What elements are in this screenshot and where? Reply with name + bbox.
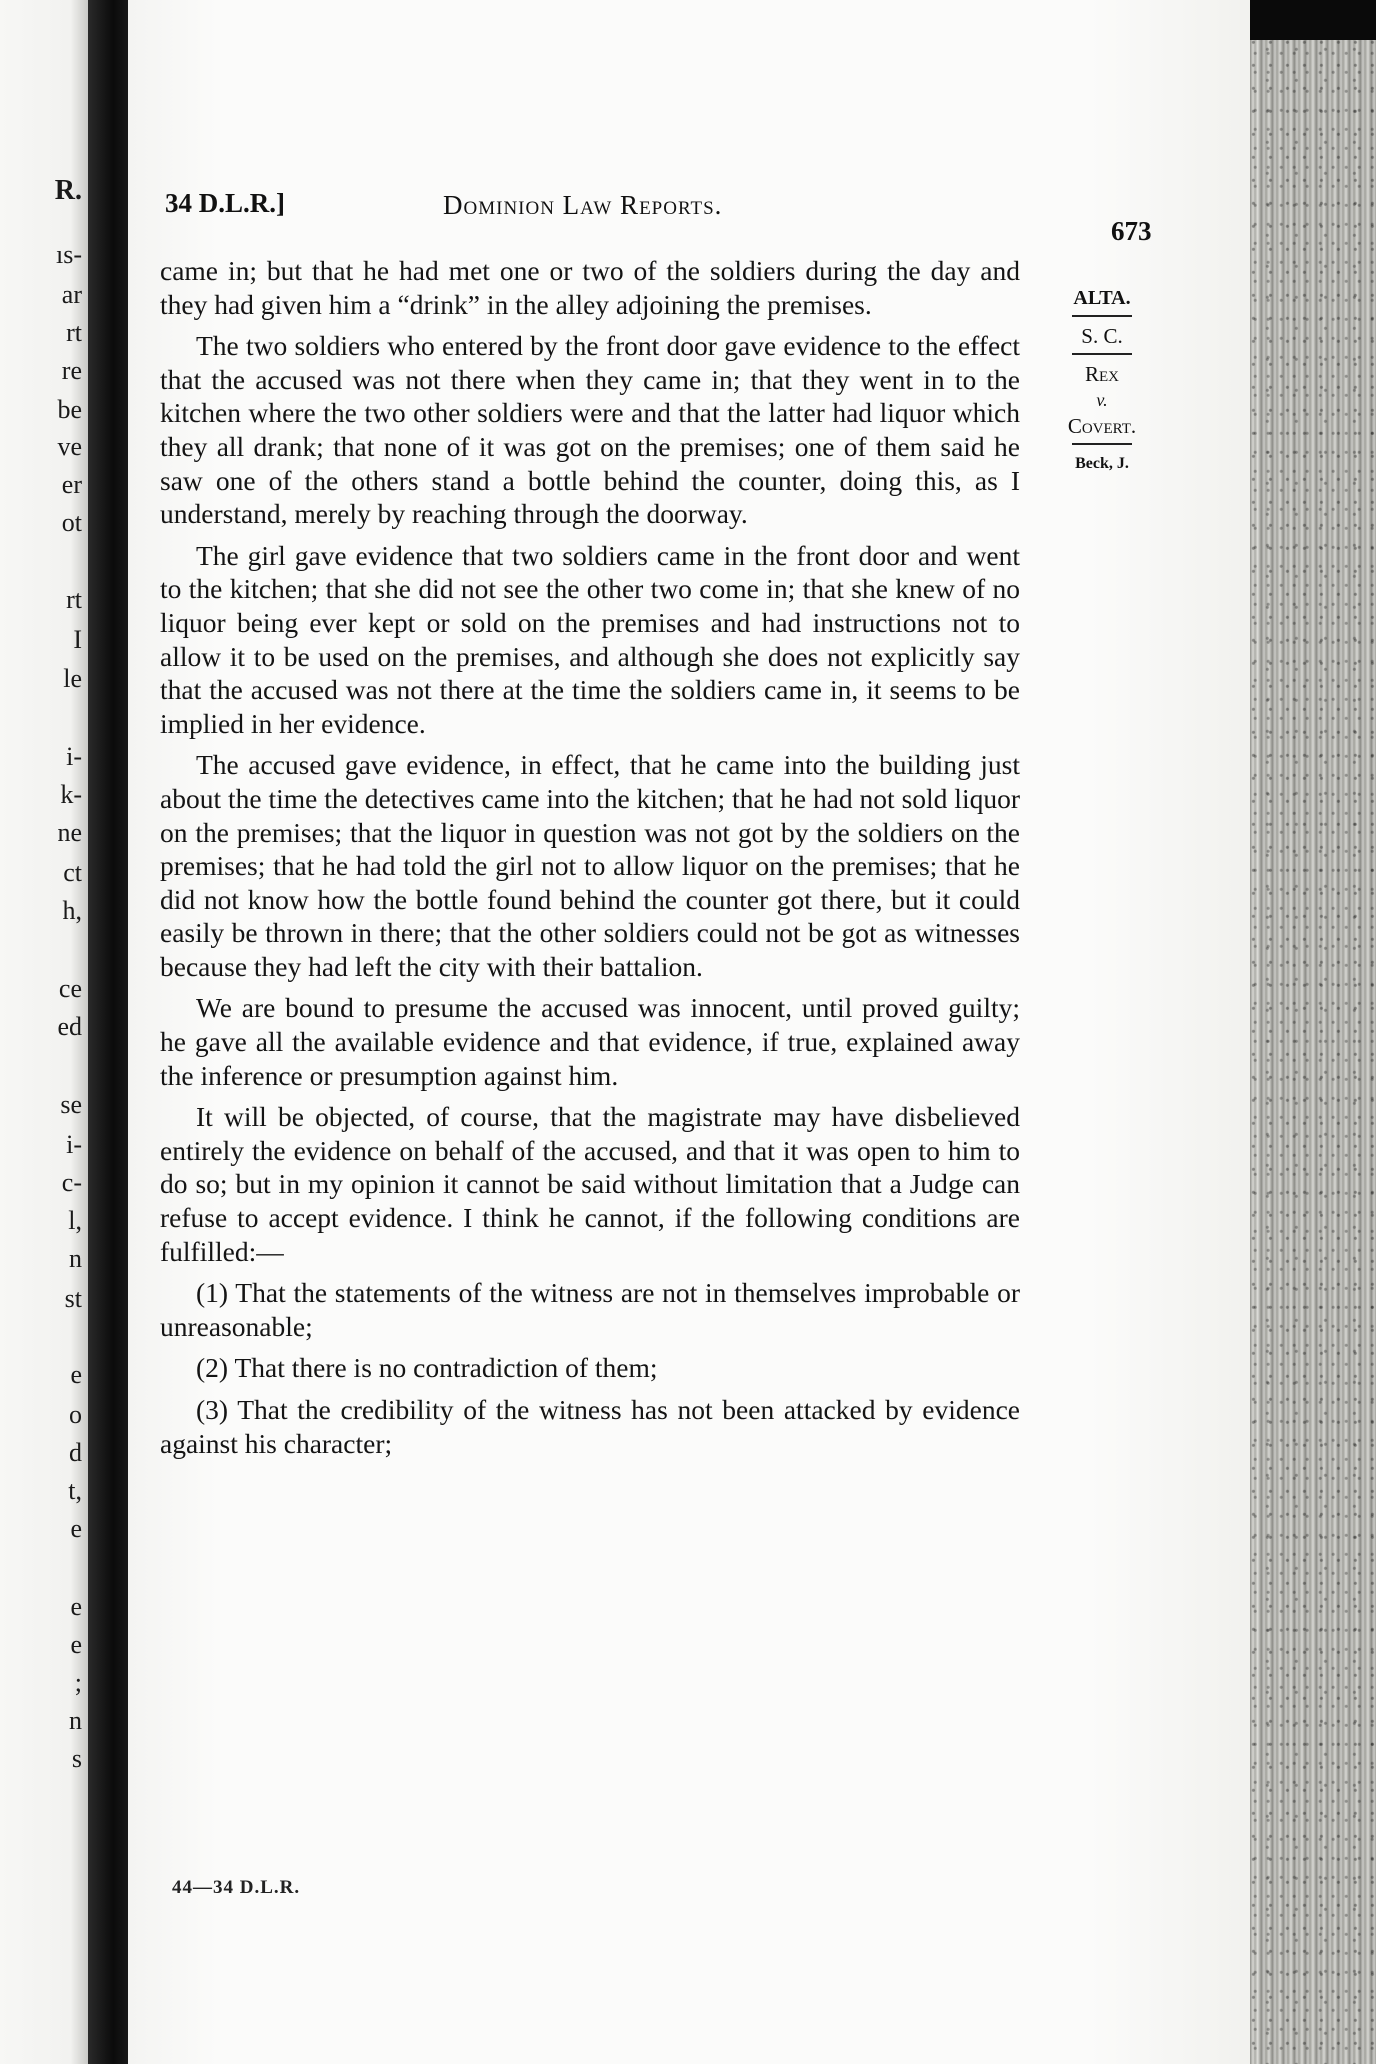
paragraph: (2) That there is no contradiction of them; (196, 1352, 658, 1384)
margin-rule (1072, 315, 1132, 317)
facing-page-fragment: be (57, 395, 82, 424)
signature-mark: 44—34 D.L.R. (172, 1877, 301, 1898)
paragraph: The two soldiers who entered by the front door gave evidence to the effect that the accused was not there when they came in; that they went in to the kitchen where the two other soldiers were and that the latter had liquor which they all drank; that none of it was got on the premises; one of them said he saw one of the others stand a bottle behind the counter, doing this, as I understand, merely by reaching through the doorway. (160, 330, 1020, 530)
volume-reference: 34 D.L.R.] (165, 188, 285, 218)
facing-page-fragment: R. (54, 175, 82, 206)
margin-party-1: Rex (1084, 362, 1119, 386)
facing-page-fragment: ar (61, 280, 82, 309)
paragraph: We are bound to presume the accused was innocent, until proved guilty; he gave all the available evidence and that evidence, if true, explained away the inference or presumption against him. (160, 992, 1020, 1091)
facing-page-fragment: I (73, 625, 82, 654)
facing-page-fragment: d (69, 1438, 82, 1467)
facing-page-fragment: ne (57, 818, 82, 847)
margin-versus: v. (1096, 390, 1108, 410)
facing-page-fragment: ve (57, 432, 82, 461)
running-header (165, 188, 1185, 246)
page-number: 673 (1111, 216, 1152, 246)
facing-page-fragment: e (70, 1630, 82, 1659)
facing-page-fragment: se (60, 1090, 82, 1119)
facing-page-fragment: t, (68, 1476, 82, 1505)
facing-page-fragment: i- (66, 1130, 82, 1159)
facing-page-text-fragments (0, 0, 88, 2064)
facing-page-fragment: le (63, 664, 82, 693)
facing-page-fragment: ot (61, 508, 82, 537)
paragraph: (1) That the statements of the witness are not in themselves improbable or unreasonable; (160, 1277, 1020, 1342)
running-title: Dominion Law Reports. (443, 190, 723, 220)
body-text (160, 254, 1020, 1468)
paragraph: came in; but that he had met one or two of the soldiers during the day and they had given him a “drink” in the alley adjoining the premises. (160, 255, 1020, 320)
margin-party-2: Covert. (1067, 414, 1137, 438)
facing-page-fragment: h, (62, 896, 82, 925)
facing-page-fragment: rt (66, 585, 82, 614)
facing-page-fragment: rt (66, 318, 82, 347)
margin-rule (1072, 353, 1132, 355)
paragraph: It will be objected, of course, that the magistrate may have disbelieved entirely the evidence on behalf of the accused, and that it was open to him to do so; but in my opinion it cannot be said without limitation that a Judge can refuse to accept evidence. I think he cannot, if the following conditions are fulfilled:— (160, 1101, 1020, 1267)
facing-page-fragment: n (69, 1244, 82, 1273)
facing-page-fragment: ce (58, 974, 82, 1003)
margin-province: ALTA. (1073, 287, 1131, 309)
facing-page-fragment: ıs- (56, 240, 82, 269)
margin-judge: Beck, J. (1075, 455, 1129, 472)
paragraph: The girl gave evidence that two soldiers came in the front door and went to the kitchen; that she did not see the other two come in; that she knew of no liquor being ever kept or sold on the premises and had instructions not to allow it to be used on the premises, and although she does not explicitly say that the accused was not there at the time the soldiers came in, it seems to be implied in her evidence. (160, 539, 1020, 739)
facing-page-fragment: o (69, 1400, 82, 1429)
margin-rule (1072, 443, 1132, 445)
paragraph: The accused gave evidence, in effect, that he came into the building just about the time the detectives came into the kitchen; that he had not sold liquor on the premises; that the liquor in question was not got by the soldiers on the premises; that he had told the girl not to allow liquor on the premises; that he did not know how the bottle found behind the counter got there, but it could easily be thrown in there; that the other soldiers could not be got as witnesses because they had left the city with their battalion. (160, 749, 1020, 982)
facing-page-fragment: re (61, 356, 82, 385)
facing-page-fragment: e (70, 1592, 82, 1621)
facing-page-fragment: ct (63, 858, 82, 887)
facing-page-fragment: e (70, 1514, 82, 1543)
facing-page-fragment: ed (57, 1012, 82, 1041)
facing-page-fragment: l, (68, 1206, 82, 1235)
facing-page-fragment: i- (66, 742, 82, 771)
page-edge-speckle (1250, 40, 1376, 2064)
facing-page-fragment: er (61, 470, 82, 499)
facing-page-fragment: n (69, 1706, 82, 1735)
background-top-right (1250, 0, 1376, 40)
facing-page-fragment: ; (74, 1668, 82, 1697)
facing-page-fragment: k- (60, 780, 82, 809)
margin-court: S. C. (1081, 324, 1123, 348)
margin-notes (1052, 285, 1152, 477)
facing-page-fragment: s (71, 1744, 82, 1773)
book-gutter (88, 0, 130, 2064)
facing-page-fragment: st (64, 1284, 82, 1313)
facing-page-fragment: c- (61, 1168, 82, 1197)
paragraph: (3) That the credibility of the witness has not been attacked by evidence against his character; (160, 1394, 1020, 1459)
facing-page-fragment: e (70, 1360, 82, 1389)
